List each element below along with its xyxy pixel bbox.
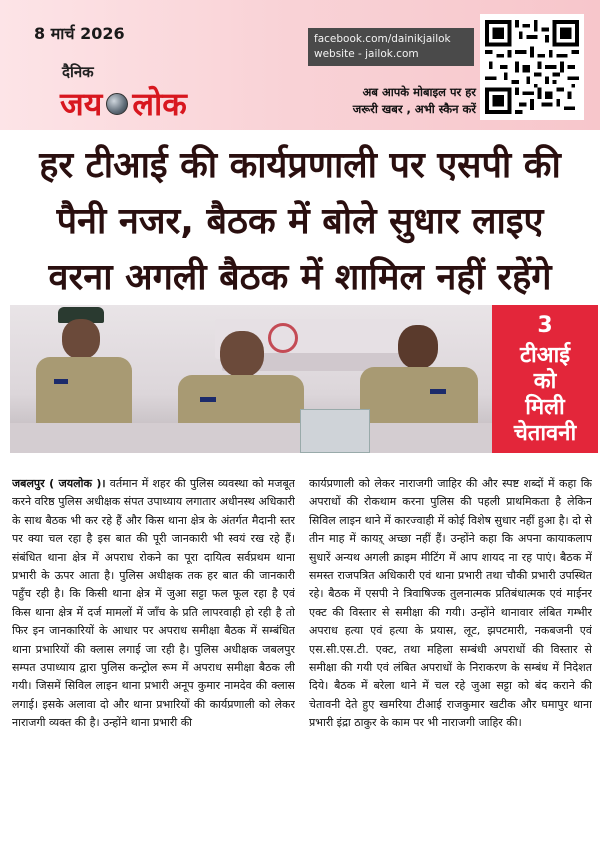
social-links-box <box>308 28 474 66</box>
headline <box>10 138 590 306</box>
qr-code-icon[interactable] <box>480 14 584 120</box>
logo-word-right: लोक <box>132 85 187 123</box>
police-emblem-icon <box>268 323 298 353</box>
logo-word-left: जय <box>60 85 103 123</box>
masthead <box>0 0 600 130</box>
article-column-1 <box>12 461 295 843</box>
meeting-photo <box>10 305 492 453</box>
headline-line-1: हर टीआई की कार्यप्रणाली पर एसपी की <box>39 145 561 186</box>
warning-line-2: टीआई <box>519 343 571 368</box>
facebook-link[interactable]: facebook.com/dainikjailok <box>314 33 451 45</box>
article-text-col1: वर्तमान में शहर की पुलिस व्यवस्था को मजबूत करने वरिष्ठ पुलिस अधीक्षक संपत उपाध्याय लगातार अधीनस्थ अधिकारी के साथ बैठक भी कर रहे हैं और किस थाना क्षेत्र के अंतर्गत मैदानी स्तर पर क्या चल रहा है इस बात की पूरी जानकारी भी स्वयं रख रहे हैं। संबंधित थाना क्षेत्र में अपराध रोकने का पूरा दायित्व सर्वप्रथम थाना प्रभारी के ऊपर आता है। पुलिस अधीक्षक तक हर बात की जानकारी पहुँच रही है। कि किसी थाना क्षेत्र में जुआ सट्टा फल फूल रहा है एवं किस थाना क्षेत्र में दर्ज मामलों में जाँच के प्रति लापरवाही हो रही है तो फिर इन जानकारियों के आधार पर अपराध समीक्षा बैठक में सम्बंधित थाना प्रभारियों की क्लास लगाई जा रही है। पुलिस अधीक्षक जबलपुर सम्पत उपाध्याय द्वारा पुलिस कन्ट्रोल रूम में अपराध समीक्षा बैठक ली गयी। जिसमें सिविल लाइन थाना प्रभारी अनूप कुमार नामदेव की क्लास लगाई। इसके अलावा दो और थाना प्रभारियों की कार्यप्रणाली को लेकर नाराजगी व्यक्त की है। उन्होंने थाना प्रभारी की <box>12 477 295 730</box>
scan-prompt-line2: जरूरी खबर , अभी स्कैन करें <box>352 102 476 116</box>
logo-prefix: दैनिक <box>62 63 94 81</box>
headline-line-2: पैनी नजर, बैठक में बोले सुधार लाइए <box>56 201 544 242</box>
scan-prompt-line1: अब आपके मोबाइल पर हर <box>362 85 476 99</box>
website-link[interactable]: website - jailok.com <box>314 48 419 60</box>
scan-prompt <box>300 84 476 118</box>
meeting-table <box>10 423 492 453</box>
article-body <box>12 461 592 843</box>
warning-callout <box>492 305 598 453</box>
globe-icon <box>106 93 128 115</box>
qr-code-graphic <box>485 19 579 115</box>
warning-line-5: चेतावनी <box>513 421 577 446</box>
article-column-2 <box>309 461 592 843</box>
laptop <box>300 409 370 453</box>
warning-line-3: को <box>533 369 557 394</box>
article-text-col2: कार्यप्रणाली को लेकर नाराजगी जाहिर की और स्पष्ट शब्दों में कहा कि अपराधों की रोकथाम करना पुलिस की पहली प्राथमिकता है लेकिन सिविल लाइन थाने में कारज्वाही में कोई विशेष सुधार नहीं हुआ है। दो से तीन माह में कायऱ् अच्छा नहीं हैं। उन्होंने कहा कि अपना कायाकलाप सुधारें अन्यथ अगली क्राइम मीटिंग में आप शायद ना रह पाएं। बैठक में समस्त राजपत्रित अधिकारी एवं थाना प्रभारी तथा चौकी प्रभारी उपस्थित रहे। बैठक में एसपी ने त्रिवाषिज्क तुलनात्मक प्रतिबंधात्मक एवं माईनर एक्ट की विस्तार से समीक्षा की गयी। उन्होंने थानावार लंबित गम्भीर अपराध हत्या एवं हत्या के प्रयास, लूट, झपटमारी, नकबजनी एवं एस.सी.एस.टी. एक्ट, तथा महिला सम्बंधी अपराधों की विस्तार से समीक्षा की गयी एवं लंबित अपराधों के निराकरण के सम्बंध में निदेशत दिये। बैठक में बरेला थाने में चल रहे जुआ सट्टा को बंद कराने की चेतावनी देते हुए खमरिया टीआई राजकुमार खटीक और घमापुर थाना प्रभारी इंद्रा ठाकुर के काम पर भी नाराजगी जाहिर की। <box>309 477 592 730</box>
headline-line-3: वरना अगली बैठक में शामिल नहीं रहेंगे <box>48 257 552 298</box>
warning-line-4: मिली <box>525 395 565 420</box>
logo <box>60 82 187 125</box>
warning-count: 3 <box>537 313 553 338</box>
dateline: जबलपुर ( जयलोक )। <box>12 477 106 490</box>
issue-date: 8 मार्च 2026 <box>34 24 125 43</box>
